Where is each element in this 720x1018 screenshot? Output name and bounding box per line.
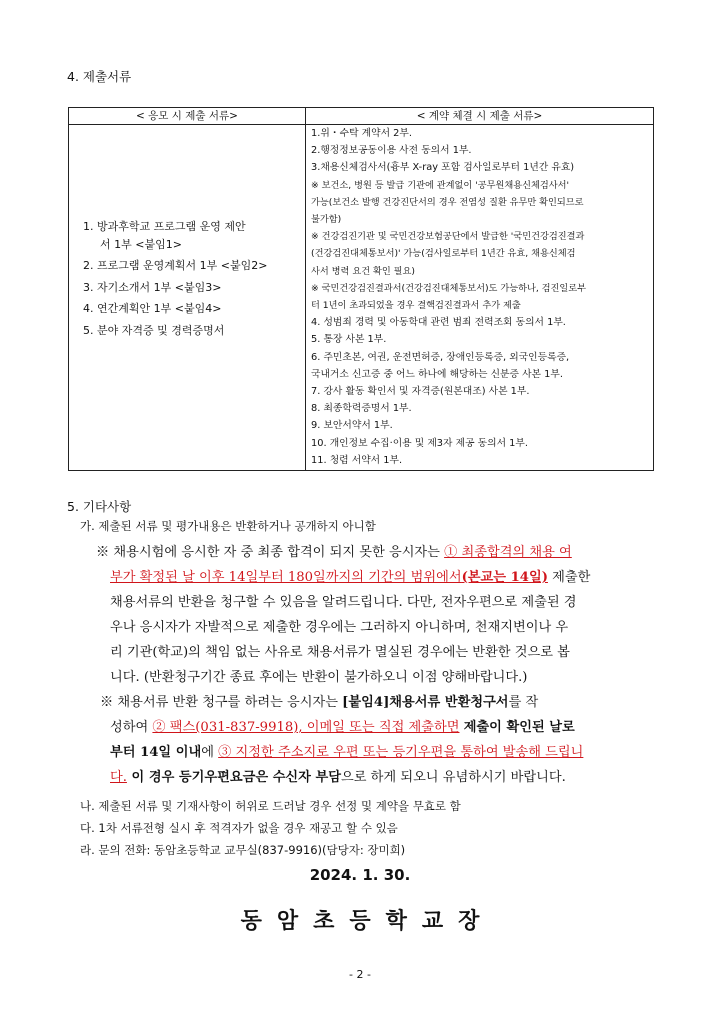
notice-text: 제출한 <box>547 570 591 585</box>
item-na-text: 나. 제출된 서류 및 기재사항이 허위로 드러날 경우 선정 및 계약을 무효로 함 <box>80 799 461 813</box>
list-item: 8. 최종학력증명서 1부. <box>311 403 412 415</box>
notice-line <box>110 566 590 585</box>
list-item: 9. 보안서약서 1부. <box>311 420 393 432</box>
section-5-title: 5. 기타사항 <box>67 499 132 514</box>
notice-line <box>96 541 572 560</box>
list-item: 1.위・수탁 계약서 2부. <box>311 128 412 139</box>
list-note: 불가함) <box>311 214 342 226</box>
notice-line <box>100 691 538 710</box>
contract-docs-cell <box>306 125 654 471</box>
notice-text: ※ 채용서류 반환 청구를 하려는 응시자는 <box>100 695 343 710</box>
list-item: 4. 성범죄 경력 및 아동학대 관련 범죄 전력조회 동의서 1부. <box>311 317 566 329</box>
list-note: ※ 국민건강검진결과서(건강검진대체통보서)도 가능하나, 검진일로부 <box>311 282 587 294</box>
header-application-docs: < 응모 시 제출 서류> <box>69 108 306 125</box>
notice-line <box>110 766 566 785</box>
notice-line: 우나 응시자가 자발적으로 제출한 경우에는 그러하지 아니하며, 천재지변이나 우 <box>110 620 569 635</box>
notice-line: 채용서류의 반환을 청구할 수 있음을 알려드립니다. 다만, 전자우편으로 제출된 경 <box>110 595 577 610</box>
highlight-14-days: 부터 14일 이내 <box>110 745 202 760</box>
notice-text: 으로 하게 되오니 유념하시기 바랍니다. <box>340 770 566 785</box>
notice-line: 니다. (반환청구기간 종료 후에는 반환이 불가하오니 이점 양해바랍니다.) <box>110 670 528 685</box>
highlight-attachment: [붙임4]채용서류 반환청구서 <box>342 695 509 710</box>
notice-text: 에 <box>201 745 219 760</box>
list-note: (건강검진대체통보서)' 가능(검사일로부터 1년간 유효, 채용신체검 <box>311 248 576 260</box>
highlight-period: 부가 확정된 날 이후 14일부터 180일까지의 기간의 범위에서 <box>110 570 462 585</box>
highlight-confirmed-date: 제출이 확인된 날로 <box>463 720 575 735</box>
notice-line: 리 기관(학교)의 책임 없는 사유로 채용서류가 멸실된 경우에는 반환한 것으로 봅 <box>110 645 570 660</box>
highlight-postage: 이 경우 등기우편요금은 수신자 부담 <box>126 770 341 785</box>
item-ra: 라. 문의 전화: 동암초등학교 교무실(837-9916)(담당자: 장미희) <box>80 843 406 857</box>
highlight-final-result: ① 최종합격의 채용 여 <box>444 545 572 560</box>
list-item: 7. 강사 활동 확인서 및 자격증(원본대조) 사본 1부. <box>311 386 530 398</box>
signature: 동암초등학교장 <box>240 909 495 934</box>
notice-text: ※ 채용시험에 응시한 자 중 최종 합격이 되지 못한 응시자는 <box>96 545 445 560</box>
notice-text: 를 작 <box>508 695 539 710</box>
list-note: ※ 보건소, 병원 등 발급 기관에 관계없이 '공무원채용신체검사서' <box>311 179 569 191</box>
list-note: 가능(보건소 발행 건강진단서의 경우 전염성 질환 유무만 확인되므로 <box>311 196 584 208</box>
list-item: 6. 주민초본, 여권, 운전면허증, 장애인등록증, 외국인등록증, <box>311 351 570 363</box>
list-item: 2.행정정보공동이용 사전 동의서 1부. <box>311 145 472 157</box>
list-item: 3. 자기소개서 1부 <붙임3> <box>83 280 222 294</box>
highlight-submission-methods: ② 팩스(031-837-9918), 이메일 또는 직접 제출하면 <box>152 720 460 735</box>
documents-table <box>68 107 654 471</box>
item-ga: 가. 제출된 서류 및 평가내용은 반환하거나 공개하지 아니함 <box>80 519 376 533</box>
list-note: 사서 병력 요건 확인 필요) <box>311 265 416 277</box>
notice-line <box>110 741 583 760</box>
list-item: 10. 개인정보 수집·이용 및 제3자 제공 동의서 1부. <box>311 437 528 449</box>
table-body-row <box>69 125 654 471</box>
application-docs-cell <box>69 125 306 471</box>
application-docs-list <box>69 125 305 341</box>
list-item: 국내거소 신고증 중 어느 하나에 해당하는 신분증 사본 1부. <box>311 368 563 380</box>
page-number: - 2 - <box>349 968 371 981</box>
notice-text: 성하여 <box>110 720 153 735</box>
highlight-mail-return-end: 다. <box>110 770 127 785</box>
list-item: 1. 방과후학교 프로그램 운영 제안 <box>83 220 246 233</box>
list-item: 5. 통장 사본 1부. <box>311 334 387 346</box>
document-date: 2024. 1. 30. <box>309 866 411 884</box>
list-item: 2. 프로그램 운영계획서 1부 <붙임2> <box>83 259 268 272</box>
header-contract-docs: < 계약 체결 시 제출 서류> <box>306 108 654 125</box>
list-item: 11. 청렴 서약서 1부. <box>311 454 403 466</box>
list-item: 5. 분야 자격증 및 경력증명서 <box>83 323 225 337</box>
table-header-row <box>69 108 654 125</box>
list-note: 터 1년이 초과되었을 경우 결핵검진결과서 추가 제출 <box>311 300 521 312</box>
contract-docs-list <box>306 125 653 469</box>
list-item: 4. 연간계획안 1부 <붙임4> <box>83 302 222 315</box>
highlight-school-days: (본교는 14일) <box>461 570 548 585</box>
notice-line <box>110 716 575 735</box>
list-item: 서 1부 <붙임1> <box>100 237 182 251</box>
highlight-mail-return: ③ 지정한 주소지로 우편 또는 등기우편을 통하여 발송해 드립니 <box>218 745 584 760</box>
item-da: 다. 1차 서류전형 실시 후 적격자가 없을 경우 재공고 할 수 있음 <box>80 821 398 835</box>
list-note: ※ 건강검진기관 및 국민건강보험공단에서 발급한 '국민건강검진결과 <box>311 231 585 243</box>
list-item: 3.채용신체검사서(흉부 X-ray 포함 검사일로부터 1년간 유효) <box>311 162 575 174</box>
section-4-title: 4. 제출서류 <box>67 69 132 84</box>
